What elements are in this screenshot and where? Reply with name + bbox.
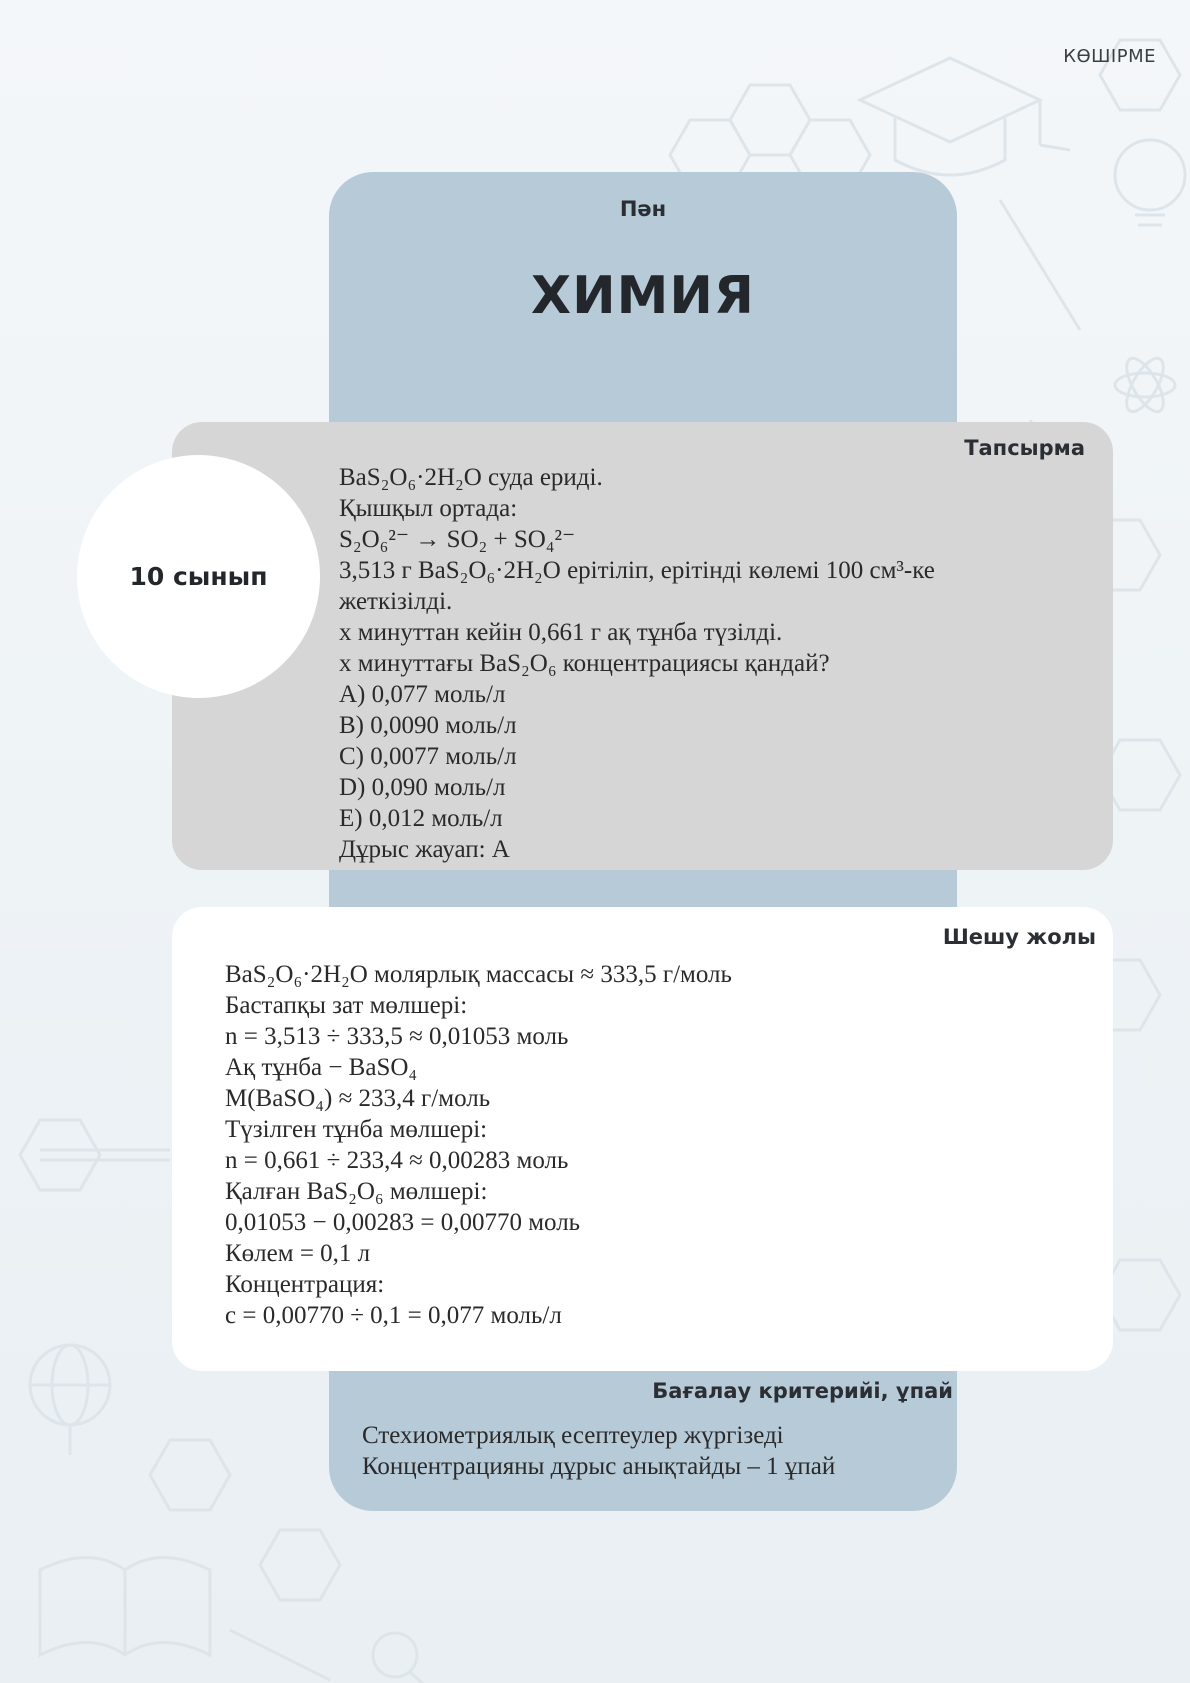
globe-icon: [30, 1345, 110, 1455]
grade-badge: [77, 455, 320, 698]
solution-line: 0,01053 − 0,00283 = 0,00770 моль: [225, 1209, 581, 1236]
task-line: x минуттан кейін 0,661 г ақ тұнба түзілді.: [339, 619, 783, 646]
task-line: BaS₂O₆·2H₂O суда ериді.: [339, 464, 603, 491]
solution-line: Көлем = 0,1 л: [225, 1240, 371, 1267]
solution-line: Түзілген тұнба мөлшері:: [225, 1116, 488, 1143]
criteria-line: Концентрацияны дұрыс анықтайды – 1 ұпай: [362, 1453, 836, 1480]
criteria-text: [362, 1420, 942, 1482]
task-line: x минуттағы BaS₂O₆ концентрациясы қандай?: [339, 650, 830, 677]
answer-option-d: D) 0,090 моль/л: [339, 774, 506, 801]
solution-text: [225, 959, 1075, 1331]
solution-line: n = 3,513 ÷ 333,5 ≈ 0,01053 моль: [225, 1023, 569, 1050]
subject-label: Пән: [619, 197, 667, 221]
graduation-cap-icon: [860, 58, 1070, 175]
answer-option-c: C) 0,0077 моль/л: [339, 743, 517, 770]
criteria-line: Стехиометриялық есептеулер жүргізеді: [362, 1422, 784, 1449]
correct-answer: Дұрыс жауап: A: [339, 836, 510, 863]
task-line: жеткізілді.: [339, 588, 453, 615]
solution-line: c = 0,00770 ÷ 0,1 = 0,077 моль/л: [225, 1302, 562, 1329]
lightbulb-icon: [1115, 140, 1185, 225]
solution-line: n = 0,661 ÷ 233,4 ≈ 0,00283 моль: [225, 1147, 569, 1174]
task-line: S₂O₆²⁻ → SO₂ + SO₄²⁻: [339, 526, 576, 553]
magnifier-icon: [373, 1633, 430, 1683]
answer-option-a: A) 0,077 моль/л: [339, 681, 506, 708]
atom-icon: [1115, 353, 1175, 417]
task-line: 3,513 г BaS₂O₆·2H₂O ерітіліп, ерітінді көлемі 100 см³-ке: [339, 557, 935, 584]
solution-line: M(BaSO₄) ≈ 233,4 г/моль: [225, 1085, 491, 1112]
solution-line: Қалған BaS₂O₆ мөлшері:: [225, 1178, 488, 1205]
grade-label: 10 сынып: [129, 562, 268, 591]
task-line: Қышқыл ортада:: [339, 495, 518, 522]
copy-label: КӨШІРМЕ: [1063, 46, 1156, 67]
answer-option-e: E) 0,012 моль/л: [339, 805, 503, 832]
solution-heading: Шешу жолы: [942, 925, 1096, 949]
solution-line: Бастапқы зат мөлшері:: [225, 992, 468, 1019]
task-heading: Тапсырма: [964, 436, 1085, 460]
subject-title: ХИМИЯ: [531, 266, 755, 326]
solution-line: BaS₂O₆·2H₂O молярлық массасы ≈ 333,5 г/моль: [225, 961, 732, 988]
criteria-heading: Бағалау критерийі, ұпай: [652, 1379, 953, 1403]
answer-option-b: B) 0,0090 моль/л: [339, 712, 517, 739]
solution-line: Ақ тұнба − BaSO₄: [225, 1054, 418, 1081]
open-book-icon: [40, 1558, 210, 1656]
task-text: [339, 462, 1099, 865]
solution-line: Концентрация:: [225, 1271, 385, 1298]
